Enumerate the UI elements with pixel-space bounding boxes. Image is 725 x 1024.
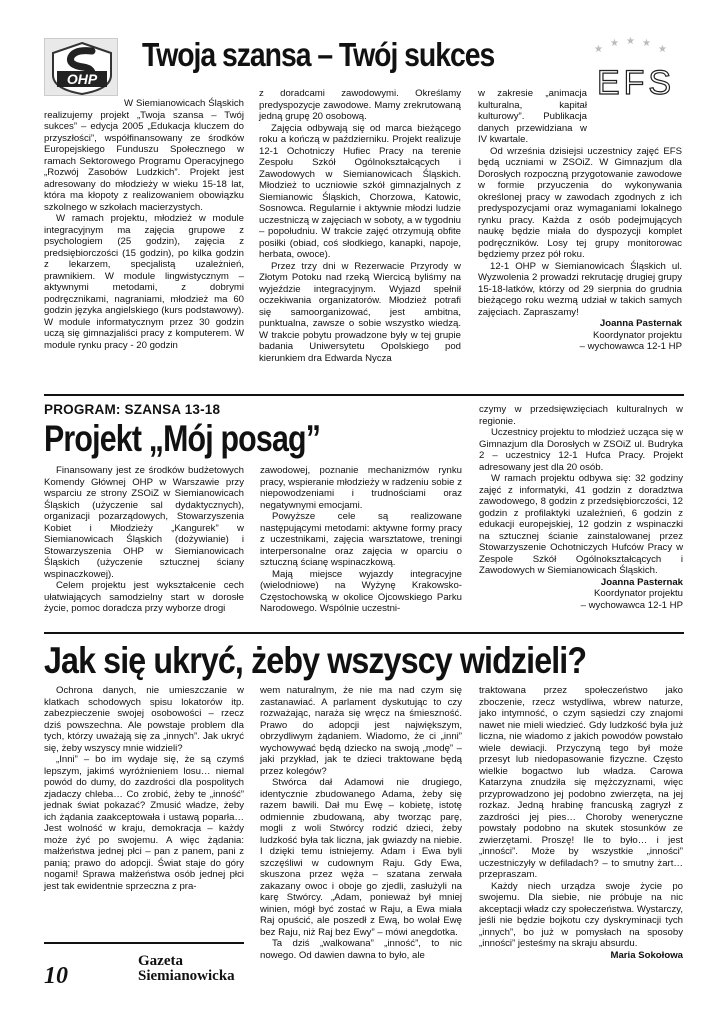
article3-column-1	[44, 685, 244, 892]
footer-rule	[44, 942, 244, 944]
paragraph: Ochrona danych, nie umieszczanie w klatkach schodowych spisu lokatorów itp. zabezpieczenie swojej osobowości – rzecz dziś powszechna. Ale powstaje problem dla tych, którzy uważają się za „innych”. Jak ukryć się, żeby wszyscy mnie widzieli?	[44, 685, 244, 754]
article2-column-2	[260, 465, 462, 615]
svg-text:★: ★	[658, 44, 667, 55]
paragraph: Ta dziś „walkowana” „inność”, to nic nowego. Od dawien dawna to było, ale	[260, 938, 462, 961]
publication-name-line1: Gazeta	[138, 953, 183, 969]
paragraph: Celem projektu jest wykształcenie cech ułatwiających samodzielny start w dorosłe życie, pomoc doradcza przy wyborze drogi	[44, 580, 244, 614]
article1-column-3	[478, 88, 682, 353]
article3-title: Jak się ukryć, żeby wszyscy widzieli?	[44, 640, 587, 681]
article3-signature	[479, 950, 683, 962]
paragraph: Powyższe cele są realizowane następującymi metodami: aktywne formy pracy z uczestnikami, zajęcia warsztatowe, treningi interpersonalne oraz zajęcia w oparciu o sztuczną ścianę wspinaczkową.	[260, 511, 462, 568]
svg-text:★: ★	[626, 36, 635, 47]
signature-name: Joanna Pasternak	[599, 318, 682, 329]
paragraph: Uczestnicy projektu to młodzież ucząca się w Gimnazjum dla Dorosłych w ZSOiZ ul. Budryka 2 – uczestnicy 12-1 Hufca Pracy. Projekt adresowany jest dla 20 osób.	[479, 427, 683, 473]
paragraph: w zakresie „animacja kulturalna, kapitał kulturowy”. Publikacja danych przewidziana w IV kwartale.	[478, 88, 587, 145]
paragraph: Zajęcia odbywają się od marca bieżącego roku a kończą w październiku. Projekt realizuje 12-1 Ochotniczy Hufiec Pracy na terenie Zespołu Szkół Ogólnokształcących i Zawodowych w Siemianowicach Śląskich. Młodzież to uczniowie szkół gimnazjalnych z Siemianowic Śląskich, Chorzowa, Katowic, Sosnowca. Regularnie i aktywnie młodzi ludzie uczestniczą w zajęciach w soboty, a w tygodniu – popołudniu. W trakcie zajęć otrzymują obfite posiłki (obiad, coś słodkiego, kanapki, napoje, herbata, owoce).	[259, 122, 461, 260]
article3-column-3	[479, 685, 683, 961]
section-divider	[44, 632, 684, 634]
paragraph: Każdy niech urządza swoje życie po swojemu. Dla siebie, nie próbuje na nic akceptacji władz czy społeczeństwa. Wystarczy, jeśli nie będzie bojkotu czy dyskryminacji tych „innych”, bo już w pomysłach na sposoby „inności” jesteśmy na skraju absurdu.	[479, 880, 683, 949]
signature-role: – wychowawca 12-1 HP	[579, 341, 682, 352]
page-number: 10	[44, 963, 68, 989]
ohp-logo-text: OHP	[66, 71, 98, 87]
paragraph: „Inni” – bo im wydaje się, że są czymś lepszym, jakimś wyróżnieniem losu… niemal powód do dumy, do zazdrości dla pospolitych zjadaczy chleba… Co zrobić, żeby te „inność” jednak świat pokazać? Zmusić władze, żeby ich żądania zaakceptowała i ustawą poparła… Jest wolność w kraju, demokracja – każdy może żyć po swojemu. A więc żądania: małżeństwa jednej płci – pan z panem, pani z panią; prawo do adopcji. Świat staje do góry nogami! Sprawa małżeństwa osób jednej płci jest tak ewidentnie sprzeczna z pra-	[44, 754, 244, 892]
signature-role: – wychowawca 12-1 HP	[580, 599, 683, 611]
svg-text:★: ★	[594, 44, 603, 55]
article1-column-2	[259, 88, 461, 364]
section-divider	[44, 394, 684, 396]
paragraph: zawodowej, poznanie mechanizmów rynku pracy, wspieranie młodzieży w radzeniu sobie z niepowodzeniami i trudnościami oraz negatywnymi emocjami.	[260, 465, 462, 511]
signature-name: Joanna Pasternak	[600, 576, 683, 588]
publication-name	[138, 954, 235, 984]
paragraph: Stwórca dał Adamowi nie drugiego, identycznie zbudowanego Adama, żeby się razem bawili. Dał mu Ewę – kobietę, istotę odmiennie zbudowaną, aby tworząc parę, mogli z woli Stwórcy rodzić dzieci, żeby ludzkość była tak liczna, jak gwiazdy na niebie. I dzięki temu istniejemy. Adam i Ewa byli szczęśliwi w cudownym Raju. Gdy Ewa, skuszona przez węża – szatana zerwała zakazany owoc i oboje go zjedli, zasłużyli na karę Stwórcy. „Adam, ponieważ był mniej winien, mógł być zostać w Raju, a Ewa miała Raj opuścić, ale poszedł z Ewą, bo wolał Ewę bez Raju, niż Raj bez Ewy” – mówi anegdotka.	[260, 777, 462, 938]
paragraph: z doradcami zawodowymi. Określamy predyspozycje zawodowe. Mamy zrekrutowaną jedną grupę 20 osobową.	[259, 88, 461, 122]
eu-stars-icon	[594, 36, 667, 55]
signature-role: Koordynator projektu	[593, 588, 683, 599]
paragraph: Od września dzisiejsi uczestnicy zajęć EFS będą uczniami w ZSOiZ. W Gimnazjum dla Dorosłych rozpoczną przygotowanie zawodowe w formie przyuczenia do wykonywania określonej pracy w zawodach zgodnych z ich predyspozycjami oraz wymaganiami lokalnego rynku pracy. Każda z osób podejmujących naukę będzie miała do dyspozycji komplet podręczników. Losy tej grupy monitorowac będziemy przez pół roku.	[478, 145, 682, 260]
paragraph: wem naturalnym, że nie ma nad czym się zastanawiać. A parlament dyskutując to czy rozważając, naraża się wręcz na śmieszność. Prawo do adopcji jest największym, obrzydliwym żądaniem. Wiadomo, że ci „inni” wychowywać będą dziecko na swoją „modę” – jaki przykład, jak te dzieci traktowane będą przez kolegów?	[260, 685, 462, 777]
paragraph: Mają miejsce wyjazdy integracyjne (wielodniowe) na Wyżynę Krakowsko-Częstochowską w okolice Ojcowskiego Parku Narodowego. Wspólnie uczestni-	[260, 568, 462, 614]
svg-text:★: ★	[610, 38, 619, 49]
paragraph: Przez trzy dni w Rezerwacie Przyrody w Złotym Potoku nad rzeką Wiercicą byliśmy na wyjeździe integracyjnym. Wyjazd spełnił oczekiwania organizatorów. Młodzież potrafi się samoorganizować, jest ambitna, punktualna, zawsze o sobie wszystko wiedzą. W trakcie pobytu prowadzone były w tej grupie badania Uniwersytetu Opolskiego pod kierunkiem dra Edwarda Nycza	[259, 260, 461, 364]
article2-kicker: PROGRAM: SZANSA 13-18	[44, 402, 221, 417]
article2-column-1	[44, 465, 244, 615]
publication-name-line2: Siemianowicka	[138, 968, 235, 984]
efs-logo-text: EFS	[596, 64, 676, 100]
article1-signature	[478, 318, 682, 353]
paragraph: W ramach projektu odbywa się: 32 godziny zajęć z informatyki, 41 godzin z doradztwa zawodowego, 8 godzin z przedsiębiorczości, 12 godzin z profilaktyki uzależnień, 6 godzin z edukacji europejskiej, 12 godzin z wspinaczki na sztucznej ścianie zainstalowanej przez Stowarzyszenie Ochotniczych Hufców Pracy w Zespole Szkół Ogólnokształcących i Zawodowych w Siemianowicach Śląskich.	[479, 473, 683, 576]
paragraph: traktowana przez społeczeństwo jako zboczenie, rzecz wstydliwa, wbrew naturze, jako intymność, o czym sąsiedzi czy znajomi nawet nie mieli wiedzieć. Gdy ludzkość była już liczna, nie wiadomo z jakich powodów powstało wiele dewiacji. Przyczyną tego był może przesyt lub niedopasowanie fizyczne. Często wielkie bogactwo lub władza. Carowa Katarzyna znudziła się mężczyznami, więc przyprowadzono jej podobno zwierzęta, na jej rozkaz. Jedną hrabinę francuską zagryzł z zazdrości jej pies… Choroby weneryczne powstały podobno na skutek stosunków ze zwierzętami. Proszę! Ile to było… i jest „inności”. Może by wszystkie „inności” uczestniczyły w defiladach? – to smutny żart… przepraszam.	[479, 685, 683, 880]
ohp-logo	[44, 38, 118, 96]
paragraph: Finansowany jest ze środków budżetowych Komendy Głównej OHP w Warszawie przy wsparciu ze strony ZSOiZ w Siemianowicach Śląskich (użyczenie sal dydaktycznych), organizacji pozarządowych, Stowarzyszenia Kobiet i Młodzieży „Kangurek” w Siemianowicach Śląskich (dożywianie) i Stowarzyszenia OHP w Siemianowicach Śląskich (użyczenie sztucznej ściany wspinaczkowej).	[44, 465, 244, 580]
article2-title: Projekt „Mój posag”	[44, 418, 321, 459]
article2-column-3	[479, 404, 683, 611]
paragraph: W Siemianowicach Śląskich realizujemy projekt „Twoja szansa – Twój sukces” – edycja 2005 „Edukacja kluczem do przyszłości”, współfinansowany ze środków Europejskiego Funduszu Społecznego w ramach Sektorowego Programu Operacyjnego „Rozwój Zasobów Ludzkich”. Projekt jest adresowany do młodzieży w wieku 15-18 lat, która ma kłopoty z realizowaniem obowiązku szkolnego w szkołach macierzystych.	[44, 98, 244, 213]
article2-signature	[479, 577, 683, 612]
article3-column-2	[260, 685, 462, 961]
paragraph: W ramach projektu, młodzież w module integracyjnym ma zajęcia grupowe z psychologiem (25 godzin), zajęcia z predsiębiorczości (15 godzin), po kilka godzin z lekarzem, specjalistą uzależnień, prawnikiem. W module lingwistycznym – aktywnymi metodami, z dobrymi podręcznikami, nagraniami, młodzież ma 60 godzin języka angielskiego (kurs podstawowy). W module informatycznym przez 30 godzin uczą się gimnazjaliści pracy z komputerem. W module rynku pracy - 20 godzin	[44, 213, 244, 351]
signature-role: Koordynator projektu	[592, 329, 682, 341]
paragraph: czymy w przedsięwzięciach kulturalnych w regionie.	[479, 404, 683, 427]
paragraph: 12-1 OHP w Siemianowicach Śląskich ul. Wyzwolenia 2 prowadzi rekrutację drugiej grupy 15-18-latków, którzy od 29 sierpnia do grudnia bieżącego roku wezmą udział w takich samych zajęciach. Zapraszamy!	[478, 260, 682, 318]
signature-name: Maria Sokołowa	[610, 949, 683, 961]
svg-text:★: ★	[642, 38, 651, 49]
article1-column-1	[44, 98, 244, 351]
article1-title: Twoja szansa – Twój sukces	[142, 36, 495, 73]
